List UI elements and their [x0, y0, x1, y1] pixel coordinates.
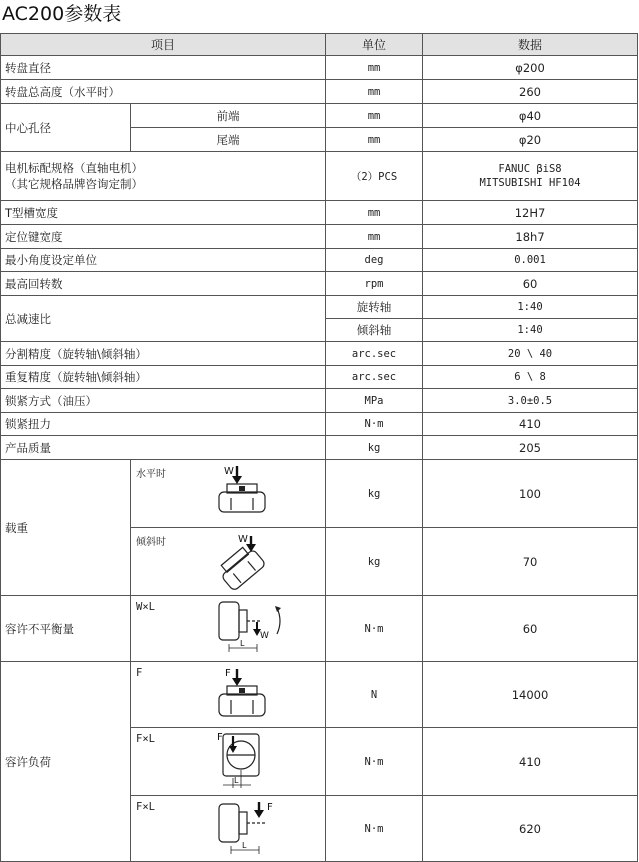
row-unit: arc.sec: [326, 342, 423, 366]
allowable-load-fl2-cell: [131, 796, 326, 862]
load-horizontal-diagram: [211, 462, 281, 524]
row-unit: kg: [326, 460, 423, 528]
row-sublabel: 水平时: [136, 469, 166, 480]
row-value: 100: [423, 460, 638, 528]
row-label: 转盘总高度（水平时）: [1, 80, 326, 104]
row-value: 1:40: [423, 296, 638, 319]
table-row: [1, 201, 638, 225]
motor-value-line1: FANUC βiS8: [498, 163, 562, 175]
allowable-load-f-diagram: [211, 664, 281, 726]
row-label: 重复精度（旋转轴\倾斜轴）: [1, 366, 326, 389]
row-sublabel: F: [136, 667, 143, 679]
table-row: [1, 413, 638, 436]
allowable-load-fl1-diagram: [211, 730, 281, 794]
table-row: [1, 272, 638, 296]
row-sublabel: F×L: [136, 733, 155, 745]
row-value: 3.0±0.5: [423, 389, 638, 413]
row-value: 410: [423, 728, 638, 796]
row-sublabel: W×L: [136, 601, 155, 613]
row-unit: mm: [326, 201, 423, 225]
row-value: [423, 152, 638, 201]
row-label: 容许负荷: [1, 662, 131, 862]
row-sublabel: 前端: [131, 104, 326, 128]
row-value: 205: [423, 436, 638, 460]
header-unit: 单位: [326, 34, 423, 56]
table-row: [1, 342, 638, 366]
row-value: 1:40: [423, 319, 638, 342]
table-row: [1, 249, 638, 272]
row-sublabel: F×L: [136, 801, 155, 813]
spec-table: [0, 33, 638, 862]
load-tilted-cell: [131, 528, 326, 596]
row-label: 分割精度（旋转轴\倾斜轴）: [1, 342, 326, 366]
row-unit: N·m: [326, 728, 423, 796]
row-unit: arc.sec: [326, 366, 423, 389]
row-sublabel: 倾斜时: [136, 537, 166, 548]
load-tilted-diagram: [211, 530, 281, 592]
row-unit: kg: [326, 528, 423, 596]
dimension-label: L: [242, 841, 247, 850]
row-unit: mm: [326, 80, 423, 104]
row-unit: mm: [326, 128, 423, 152]
row-label: 总减速比: [1, 296, 326, 342]
row-unit: rpm: [326, 272, 423, 296]
row-unit: MPa: [326, 389, 423, 413]
allowable-load-fl1-cell: [131, 728, 326, 796]
row-sublabel: 尾端: [131, 128, 326, 152]
arrow-label: W: [224, 466, 234, 477]
row-unit: （2）PCS: [326, 152, 423, 201]
row-label: 转盘直径: [1, 56, 326, 80]
row-unit: deg: [326, 249, 423, 272]
row-value: φ20: [423, 128, 638, 152]
row-unit: N·m: [326, 796, 423, 862]
table-row: [1, 436, 638, 460]
row-value: φ200: [423, 56, 638, 80]
row-value: 70: [423, 528, 638, 596]
table-row: [1, 152, 638, 201]
arrow-label: F: [217, 732, 223, 743]
motor-label-line2: （其它规格品牌咨询定制）: [5, 177, 143, 191]
row-value: 260: [423, 80, 638, 104]
row-sublabel: 旋转轴: [326, 296, 423, 319]
arrow-label: W: [238, 534, 248, 545]
table-row: [1, 104, 638, 128]
row-unit: kg: [326, 436, 423, 460]
load-horizontal-cell: [131, 460, 326, 528]
row-label: 容许不平衡量: [1, 596, 131, 662]
row-unit: mm: [326, 56, 423, 80]
row-value: 60: [423, 272, 638, 296]
motor-label-line1: 电机标配规格（直轴电机）: [5, 161, 143, 175]
row-label: 最小角度设定单位: [1, 249, 326, 272]
page-title: AC200参数表: [2, 3, 122, 25]
row-unit: N·m: [326, 596, 423, 662]
table-row: [1, 80, 638, 104]
row-value: 0.001: [423, 249, 638, 272]
arrow-label: F: [267, 802, 273, 813]
unbalance-diagram: [211, 598, 291, 660]
table-row: [1, 596, 638, 662]
table-row: [1, 460, 638, 528]
table-row: [1, 366, 638, 389]
row-value: 6 \ 8: [423, 366, 638, 389]
row-label: 定位键宽度: [1, 225, 326, 249]
allowable-load-f-cell: [131, 662, 326, 728]
row-value: 20 \ 40: [423, 342, 638, 366]
row-label: [1, 152, 326, 201]
dimension-label: L: [234, 776, 239, 785]
arrow-label: F: [225, 668, 231, 679]
row-label: 载重: [1, 460, 131, 596]
row-value: 18h7: [423, 225, 638, 249]
row-unit: mm: [326, 104, 423, 128]
dimension-label: L: [240, 639, 245, 648]
header-item: 项目: [1, 34, 326, 56]
arrow-label: W: [260, 631, 269, 641]
row-value: 12H7: [423, 201, 638, 225]
table-row: [1, 662, 638, 728]
row-value: 410: [423, 413, 638, 436]
row-label: 锁紧扭力: [1, 413, 326, 436]
row-label: 锁紧方式（油压）: [1, 389, 326, 413]
row-unit: N·m: [326, 413, 423, 436]
table-row: [1, 296, 638, 319]
row-label: T型槽宽度: [1, 201, 326, 225]
table-row: [1, 56, 638, 80]
allowable-load-fl2-diagram: [211, 798, 291, 860]
row-label: 产品质量: [1, 436, 326, 460]
row-label: 最高回转数: [1, 272, 326, 296]
row-value: 60: [423, 596, 638, 662]
motor-value-line2: MITSUBISHI HF104: [479, 177, 581, 189]
row-unit: mm: [326, 225, 423, 249]
header-data: 数据: [423, 34, 638, 56]
table-row: [1, 389, 638, 413]
row-value: 14000: [423, 662, 638, 728]
row-value: 620: [423, 796, 638, 862]
row-label: 中心孔径: [1, 104, 131, 152]
unbalance-cell: [131, 596, 326, 662]
header-row: [1, 34, 638, 56]
row-unit: N: [326, 662, 423, 728]
table-row: [1, 225, 638, 249]
row-value: φ40: [423, 104, 638, 128]
row-sublabel: 倾斜轴: [326, 319, 423, 342]
